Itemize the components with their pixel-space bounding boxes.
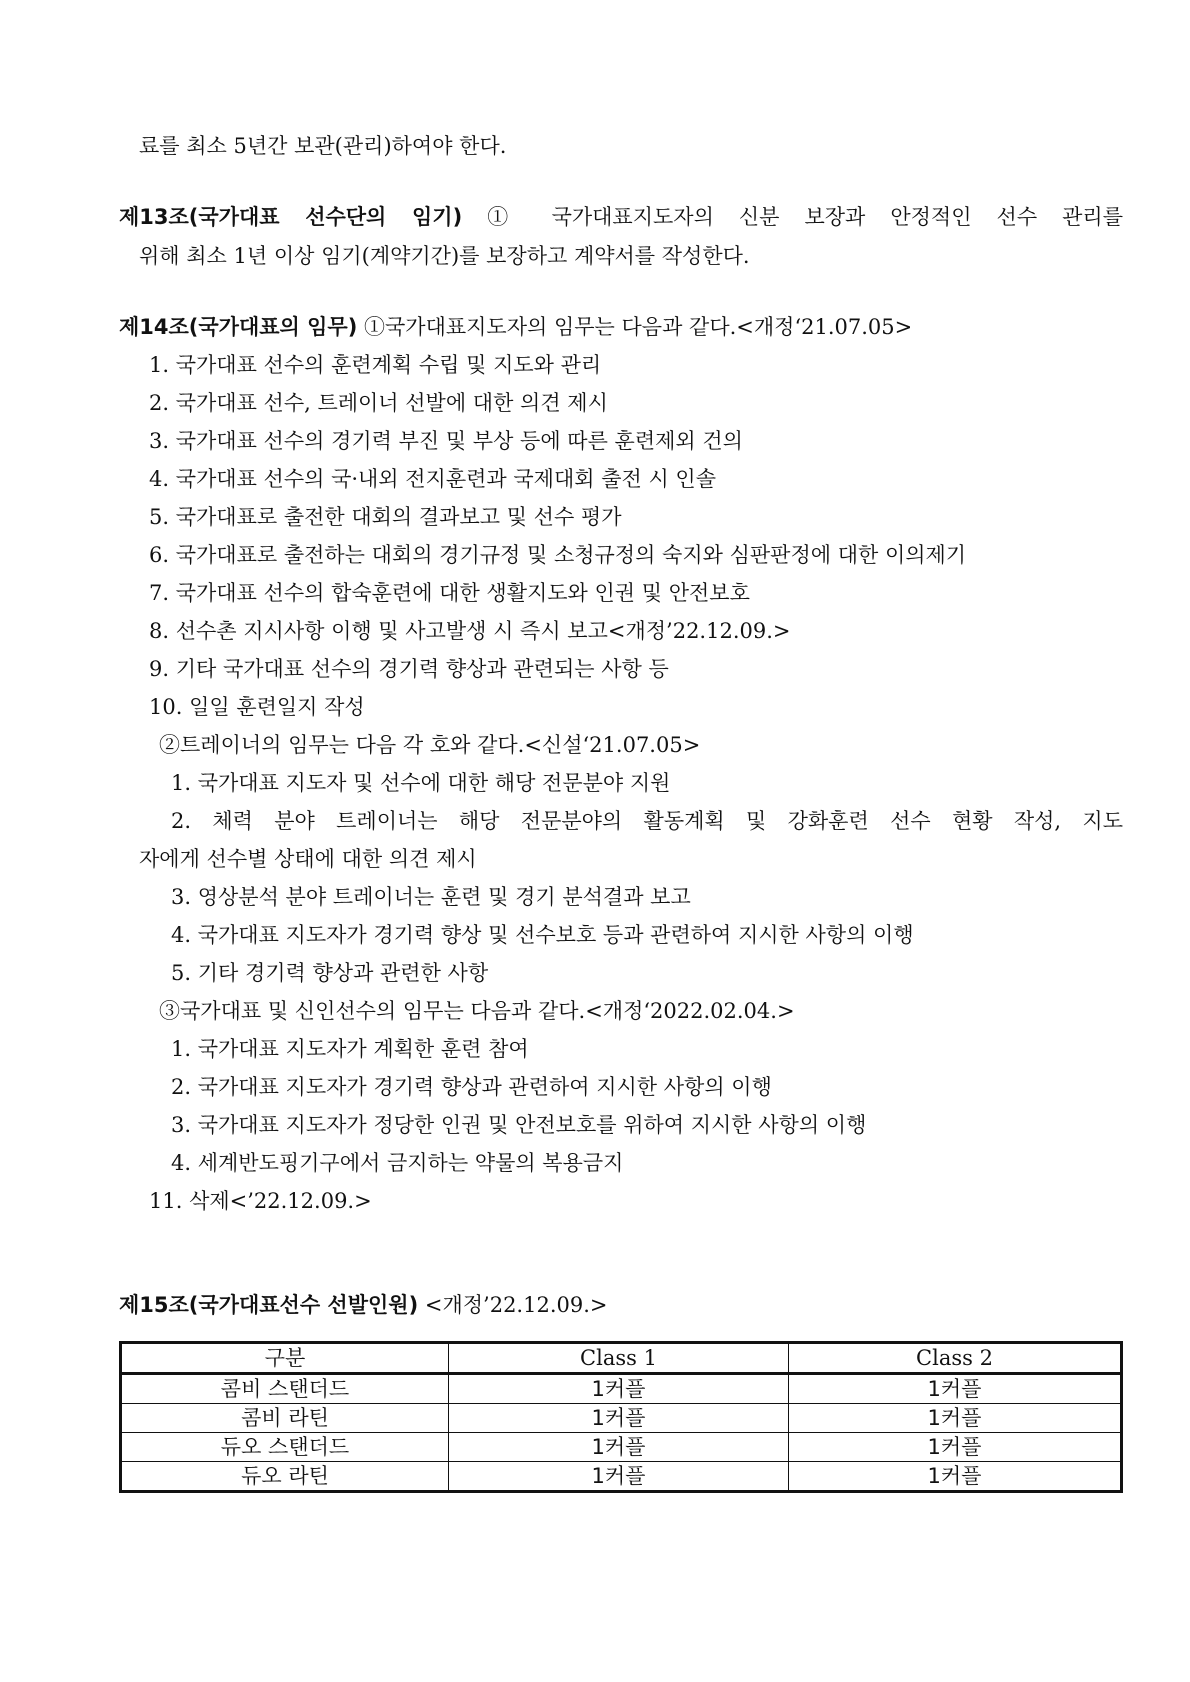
article-14-clause-2-intro: ②트레이너의 임무는 다음 각 호와 같다.<신설‘21.07.05>: [159, 733, 701, 757]
athlete-duty-item: 2. 국가대표 지도자가 경기력 향상과 관련하여 지시한 사항의 이행: [171, 1075, 772, 1099]
deleted-item: 11. 삭제<’22.12.09.>: [149, 1189, 372, 1213]
athlete-duty-item: 1. 국가대표 지도자가 계획한 훈련 참여: [171, 1037, 529, 1061]
table-cell: 1커플: [789, 1462, 1122, 1492]
table-cell: 1커플: [789, 1374, 1122, 1404]
coach-duty-item: 5. 국가대표로 출전한 대회의 결과보고 및 선수 평가: [149, 505, 622, 529]
table-header-cell: Class 1: [449, 1343, 789, 1374]
article-14-clause-3-intro: ③국가대표 및 신인선수의 임무는 다음과 같다.<개정‘2022.02.04.>: [159, 999, 795, 1023]
table-cell-category: 듀오 스탠더드: [121, 1433, 449, 1462]
trainer-duty-item: 1. 국가대표 지도자 및 선수에 대한 해당 전문분야 지원: [171, 771, 671, 795]
article-13-heading: 제13조(국가대표 선수단의 임기): [119, 205, 463, 229]
coach-duty-item: 3. 국가대표 선수의 경기력 부진 및 부상 등에 따른 훈련제외 건의: [149, 429, 743, 453]
table-header-cell: 구분: [121, 1343, 449, 1374]
article-15-heading: 제15조(국가대표선수 선발인원): [119, 1293, 419, 1317]
coach-duty-item: 9. 기타 국가대표 선수의 경기력 향상과 관련되는 사항 등: [149, 657, 669, 681]
coach-duty-item: 2. 국가대표 선수, 트레이너 선발에 대한 의견 제시: [149, 391, 608, 415]
table-cell-category: 듀오 라틴: [121, 1462, 449, 1492]
table-cell: 1커플: [789, 1433, 1122, 1462]
table-row: [121, 1374, 1122, 1404]
trainer-duty-item: 2. 체력 분야 트레이너는 해당 전문분야의 활동계획 및 강화훈련 선수 현황 작성, 지도: [171, 809, 1123, 833]
table-cell: 1커플: [449, 1404, 789, 1433]
article-14-first-line: [119, 313, 912, 341]
table-cell: 1커플: [449, 1462, 789, 1492]
article-13-clause-1: ① 국가대표지도자의 신분 보장과 안정적인 선수 관리를: [487, 205, 1123, 229]
trainer-duty-item: 3. 영상분석 분야 트레이너는 훈련 및 경기 분석결과 보고: [171, 885, 691, 909]
coach-duty-item: 10. 일일 훈련일지 작성: [149, 695, 365, 719]
article-14-clause-1-intro: ①국가대표지도자의 임무는 다음과 같다.<개정‘21.07.05>: [364, 315, 913, 339]
coach-duty-item: 4. 국가대표 선수의 국·내외 전지훈련과 국제대회 출전 시 인솔: [149, 467, 716, 491]
table-cell-category: 콤비 라틴: [121, 1404, 449, 1433]
trainer-duty-item-continuation: 자에게 선수별 상태에 대한 의견 제시: [139, 847, 477, 871]
table-cell-category: 콤비 스탠더드: [121, 1374, 449, 1404]
trainer-duty-item: 5. 기타 경기력 향상과 관련한 사항: [171, 961, 489, 985]
table-cell: 1커플: [449, 1374, 789, 1404]
coach-duty-item: 7. 국가대표 선수의 합숙훈련에 대한 생활지도와 인권 및 안전보호: [149, 581, 750, 605]
continuation-line: 료를 최소 5년간 보관(관리)하여야 한다.: [139, 134, 507, 158]
article-15-first-line: [119, 1291, 608, 1319]
article-13-second-line: 위해 최소 1년 이상 임기(계약기간)를 보장하고 계약서를 작성한다.: [139, 244, 750, 268]
table-row: [121, 1433, 1122, 1462]
table-cell: 1커플: [449, 1433, 789, 1462]
selection-quota-table: [119, 1341, 1123, 1493]
athlete-duty-item: 4. 세계반도핑기구에서 금지하는 약물의 복용금지: [171, 1151, 624, 1175]
table-header-row: [121, 1343, 1122, 1374]
athlete-duty-item: 3. 국가대표 지도자가 정당한 인권 및 안전보호를 위하여 지시한 사항의 이행: [171, 1113, 867, 1137]
table-row: [121, 1462, 1122, 1492]
table-row: [121, 1404, 1122, 1433]
table-cell: 1커플: [789, 1404, 1122, 1433]
trainer-duty-item: 4. 국가대표 지도자가 경기력 향상 및 선수보호 등과 관련하여 지시한 사항의 이행: [171, 923, 914, 947]
article-14-heading: 제14조(국가대표의 임무): [119, 315, 358, 339]
article-13-first-line: [119, 203, 1123, 231]
coach-duty-item: 1. 국가대표 선수의 훈련계획 수립 및 지도와 관리: [149, 353, 602, 377]
coach-duty-item: 8. 선수촌 지시사항 이행 및 사고발생 시 즉시 보고<개정’22.12.09.>: [149, 619, 791, 643]
article-15-amendment-note: <개정’22.12.09.>: [424, 1293, 608, 1317]
table-header-cell: Class 2: [789, 1343, 1122, 1374]
coach-duty-item: 6. 국가대표로 출전하는 대회의 경기규정 및 소청규정의 숙지와 심판판정에 대한 이의제기: [149, 543, 967, 567]
